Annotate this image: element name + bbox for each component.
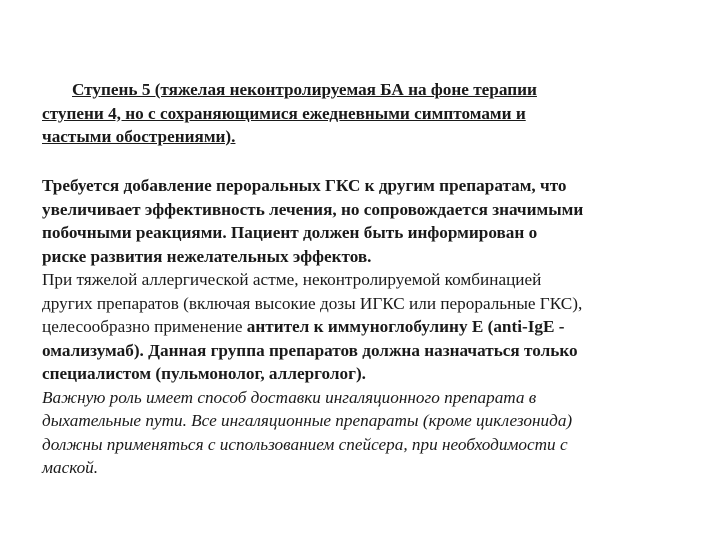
mixed-paragraph-line: специалистом (пульмонолог, аллерголог). [42,364,366,383]
step-heading [42,78,682,149]
body-text [42,174,682,480]
mixed-paragraph-line: При тяжелой аллергической астме, неконтролируемой комбинацией [42,270,542,289]
mixed-paragraph-line: омализумаб). Данная группа препаратов должна назначаться только [42,340,578,360]
italic-paragraph-line: маской. [42,458,99,477]
heading-line: ступени 4, но с сохраняющимися ежедневными симптомами и [42,103,526,123]
heading-line [42,78,682,102]
bold-paragraph-line: побочными реакциями. Пациент должен быть информирован о [42,223,538,242]
italic-paragraph-line: дыхательные пути. Все ингаляционные препараты (кроме циклезонида) [42,411,573,430]
bold-paragraph-line: Требуется добавление пероральных ГКС к другим препаратам, что [42,176,567,195]
heading-line: частыми обострениями). [42,127,236,146]
italic-paragraph-line: Важную роль имеет способ доставки ингаляционного препарата в [42,387,537,407]
bold-paragraph-line: риске развития нежелательных эффектов. [42,246,372,266]
mixed-regular-text: целесообразно применение [42,317,247,336]
antibody-term: антител к иммуноглобулину Е (anti-IgE - [246,317,565,336]
heading-line-text: Ступень 5 (тяжелая неконтролируемая БА на фоне терапии [72,80,537,99]
bold-paragraph-line: увеличивает эффективность лечения, но сопровождается значимыми [42,199,584,219]
mixed-paragraph-line [42,315,682,339]
mixed-paragraph-line: других препаратов (включая высокие дозы ИГКС или пероральные ГКС), [42,293,583,313]
italic-paragraph-line: должны применяться с использованием спейсера, при необходимости с [42,434,568,454]
